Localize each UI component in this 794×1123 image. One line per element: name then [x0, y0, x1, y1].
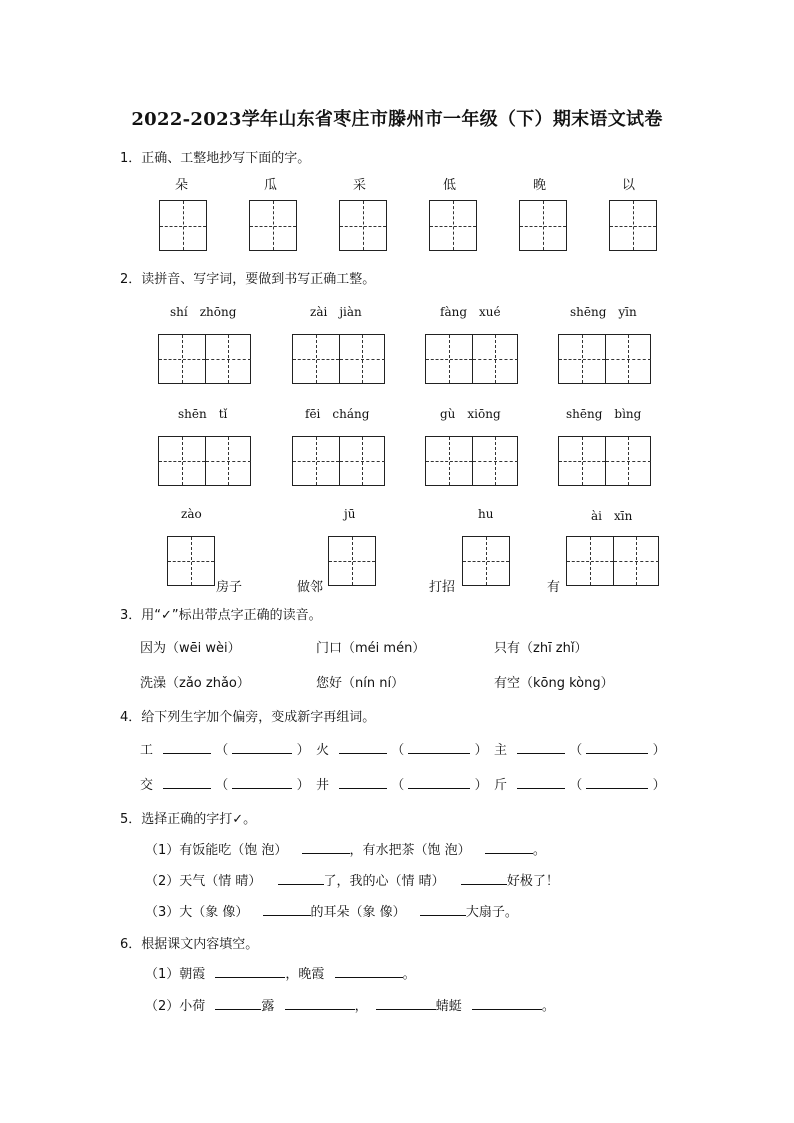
sentence-part: 好极了！	[506, 874, 559, 889]
paren: （	[391, 743, 405, 758]
answer-blank[interactable]	[215, 965, 285, 978]
writing-grid-box[interactable]	[519, 200, 567, 251]
writing-grid-double[interactable]	[425, 334, 518, 384]
writing-grid-box[interactable]	[339, 200, 387, 251]
base-char: 井	[316, 778, 330, 793]
pinyin: jū	[344, 507, 356, 521]
paren: （	[569, 743, 583, 758]
pinyin: ài xīn	[591, 509, 633, 523]
q6-line-1	[145, 963, 416, 982]
answer-blank[interactable]	[263, 903, 311, 916]
writing-grid-double[interactable]	[558, 436, 651, 486]
q1-char: 以	[622, 178, 636, 193]
q6-line-2	[145, 995, 555, 1014]
pinyin: zài jiàn	[310, 305, 362, 319]
sentence-part: （3）大（象 像）	[145, 905, 249, 920]
writing-grid-box[interactable]	[249, 200, 297, 251]
pinyin: fàng xué	[440, 305, 501, 319]
answer-blank[interactable]	[586, 776, 648, 789]
q1-char: 朵	[175, 178, 189, 193]
sentence-part: 蜻蜓	[435, 999, 462, 1014]
sentence-part: 了，我的心（情 晴）	[323, 874, 445, 889]
question-1-label: 1．正确、工整地抄写下面的字。	[120, 151, 311, 166]
sentence-part: 的耳朵（象 像）	[310, 905, 406, 920]
answer-blank[interactable]	[376, 997, 436, 1010]
paren: ）	[474, 743, 488, 758]
reading-choice[interactable]: 门口（méi mén）	[316, 641, 426, 656]
answer-blank[interactable]	[285, 997, 355, 1010]
writing-grid-box[interactable]	[167, 536, 215, 586]
question-3-label: 3．用“✓”标出带点字正确的读音。	[120, 608, 322, 623]
answer-blank[interactable]	[586, 741, 648, 754]
q1-char: 采	[353, 178, 367, 193]
answer-blank[interactable]	[485, 841, 533, 854]
q5-line-2	[145, 870, 559, 889]
paren: ）	[474, 778, 488, 793]
sentence-part: 大扇子。	[465, 905, 518, 920]
page-title: 2022-2023学年山东省枣庄市滕州市一年级（下）期末语文试卷	[131, 109, 663, 130]
paren: （	[215, 743, 229, 758]
pinyin: fēi cháng	[305, 407, 370, 421]
question-2-label: 2．读拼音、写字词，要做到书写正确工整。	[120, 272, 376, 287]
question-4-label: 4．给下列生字加个偏旁，变成新字再组词。	[120, 710, 376, 725]
reading-choice[interactable]: 有空（kōng kòng）	[494, 676, 614, 691]
sentence-part: 露	[261, 999, 275, 1014]
word-fragment: 做邻	[297, 580, 324, 595]
sentence-part: ，	[354, 999, 368, 1014]
base-char: 交	[140, 778, 154, 793]
q5-line-3	[145, 901, 518, 920]
pinyin: shí zhōng	[170, 305, 237, 319]
base-char: 主	[494, 743, 508, 758]
writing-grid-box[interactable]	[462, 536, 510, 586]
sentence-part: （2）天气（情 晴）	[145, 874, 262, 889]
base-char: 工	[140, 743, 154, 758]
answer-blank[interactable]	[335, 965, 403, 978]
answer-blank[interactable]	[302, 841, 350, 854]
answer-blank[interactable]	[517, 741, 565, 754]
radical-row	[494, 739, 666, 758]
sentence-part: （1）朝霞	[145, 967, 206, 982]
sentence-part: 。	[541, 999, 555, 1014]
answer-blank[interactable]	[461, 872, 507, 885]
answer-blank[interactable]	[163, 776, 211, 789]
sentence-part: ，晚霞	[285, 967, 325, 982]
q1-char: 低	[443, 178, 457, 193]
q5-line-1	[145, 839, 546, 858]
q1-char: 瓜	[264, 178, 278, 193]
answer-blank[interactable]	[232, 741, 292, 754]
writing-grid-double[interactable]	[158, 436, 251, 486]
paren: ）	[296, 778, 310, 793]
word-fragment: 房子	[216, 580, 243, 595]
writing-grid-double[interactable]	[425, 436, 518, 486]
answer-blank[interactable]	[517, 776, 565, 789]
answer-blank[interactable]	[215, 997, 261, 1010]
writing-grid-double[interactable]	[292, 334, 385, 384]
paren: ）	[296, 743, 310, 758]
radical-row	[316, 774, 488, 793]
word-fragment: 打招	[429, 580, 456, 595]
writing-grid-double[interactable]	[566, 536, 659, 586]
paren: ）	[652, 743, 666, 758]
answer-blank[interactable]	[339, 776, 387, 789]
paren: ）	[652, 778, 666, 793]
pinyin: shēn tǐ	[178, 407, 228, 421]
reading-choice[interactable]: 您好（nín ní）	[316, 676, 405, 691]
sentence-part: （2）小荷	[145, 999, 206, 1014]
pinyin: zào	[181, 507, 202, 521]
pinyin: hu	[478, 507, 494, 521]
writing-grid-double[interactable]	[558, 334, 651, 384]
pinyin: shēng bìng	[566, 407, 642, 421]
paren: （	[569, 778, 583, 793]
base-char: 斤	[494, 778, 508, 793]
sentence-part: 。	[532, 843, 546, 858]
answer-blank[interactable]	[232, 776, 292, 789]
answer-blank[interactable]	[339, 741, 387, 754]
question-6-label: 6．根据课文内容填空。	[120, 937, 259, 952]
question-5-label: 5．选择正确的字打✓。	[120, 812, 257, 827]
base-char: 火	[316, 743, 330, 758]
answer-blank[interactable]	[472, 997, 542, 1010]
reading-choice[interactable]: 只有（zhī zhǐ）	[494, 641, 588, 656]
answer-blank[interactable]	[408, 741, 470, 754]
radical-row	[316, 739, 488, 758]
writing-grid-box[interactable]	[609, 200, 657, 251]
writing-grid-box[interactable]	[159, 200, 207, 251]
paren: （	[391, 778, 405, 793]
word-fragment: 有	[547, 580, 561, 595]
pinyin: gù xiōng	[440, 407, 501, 421]
writing-grid-box[interactable]	[328, 536, 376, 586]
answer-blank[interactable]	[163, 741, 211, 754]
writing-grid-double[interactable]	[158, 334, 251, 384]
radical-row	[140, 739, 310, 758]
sentence-part: 。	[402, 967, 416, 982]
answer-blank[interactable]	[278, 872, 324, 885]
writing-grid-double[interactable]	[292, 436, 385, 486]
sentence-part: （1）有饭能吃（饱 泡）	[145, 843, 288, 858]
pinyin: shēng yīn	[570, 305, 637, 319]
answer-blank[interactable]	[420, 903, 466, 916]
paren: （	[215, 778, 229, 793]
answer-blank[interactable]	[408, 776, 470, 789]
radical-row	[494, 774, 666, 793]
writing-grid-box[interactable]	[429, 200, 477, 251]
q1-char: 晚	[533, 178, 547, 193]
reading-choice[interactable]: 因为（wēi wèi）	[140, 641, 241, 656]
radical-row	[140, 774, 310, 793]
reading-choice[interactable]: 洗澡（zǎo zhǎo）	[140, 676, 250, 691]
sentence-part: ，有水把茶（饱 泡）	[349, 843, 471, 858]
